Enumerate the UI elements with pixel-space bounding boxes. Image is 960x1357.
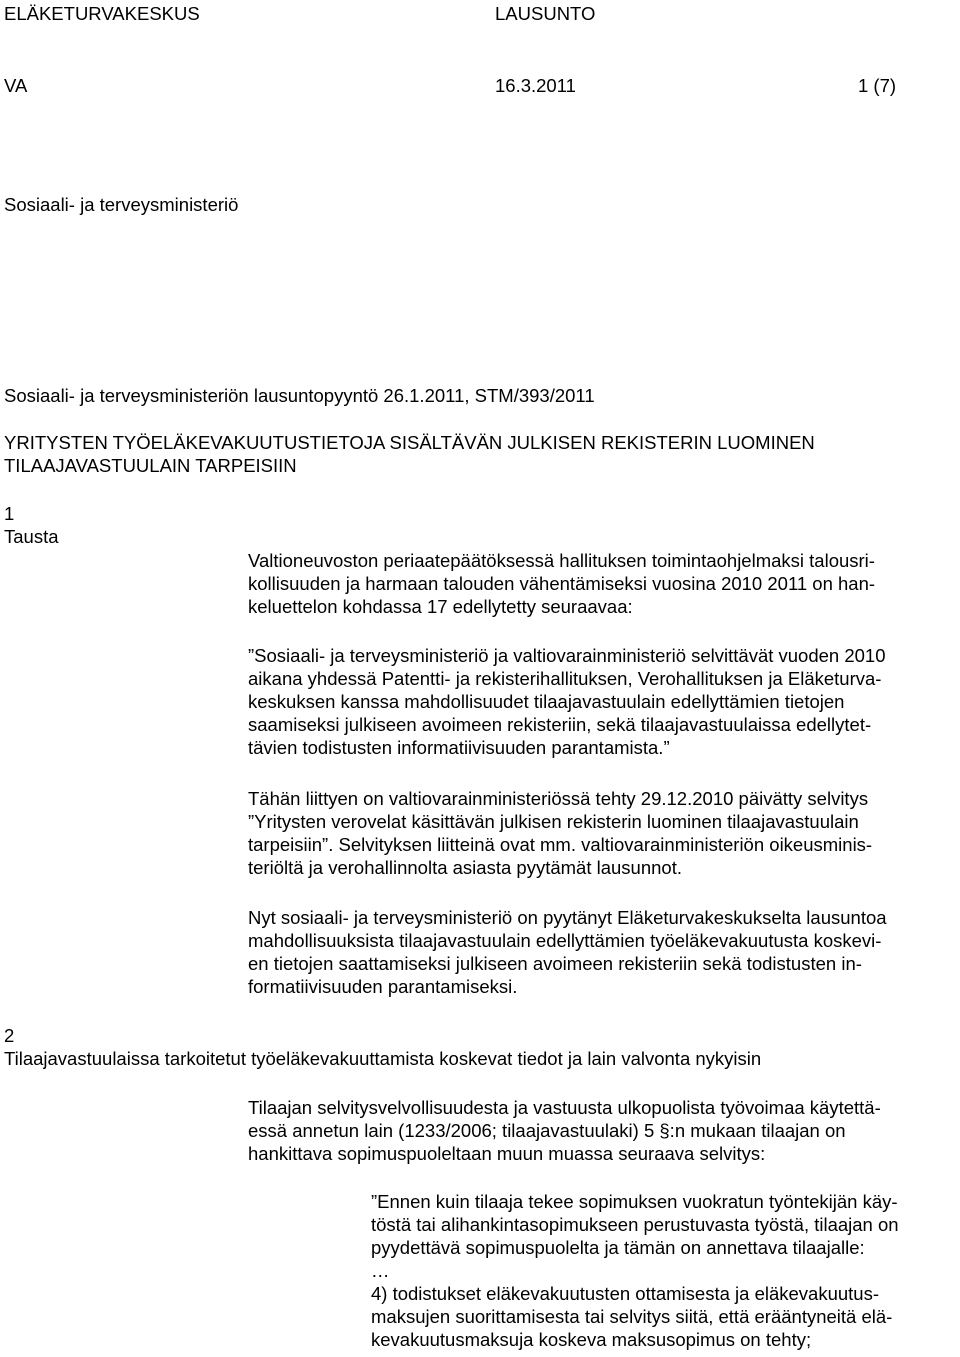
title-line: TILAAJAVASTUULAIN TARPEISIIN [4, 455, 297, 476]
text-line: keluettelon kohdassa 17 edellytetty seuraavaa: [248, 596, 633, 617]
document-type: LAUSUNTO [495, 3, 596, 24]
text-line: Nyt sosiaali- ja terveysministeriö on pyytänyt Eläketurvakeskukselta lausuntoa [248, 907, 887, 928]
text-line: Valtioneuvoston periaatepäätöksessä hallituksen toimintaohjelmaksi talousri- [248, 550, 875, 571]
section-paragraph [248, 549, 875, 618]
text-line: 4) todistukset eläkevakuutusten ottamisesta ja eläkevakuutus- [371, 1283, 880, 1304]
text-line: mahdollisuuksista tilaajavastuulain edellyttämien työeläkevakuutusta koskevi- [248, 930, 882, 951]
text-line: ”Ennen kuin tilaaja tekee sopimuksen vuokratun työntekijän käy- [371, 1191, 898, 1212]
text-line: maksujen suorittamisesta tai selvitys siitä, että erääntyneitä elä- [371, 1306, 893, 1327]
text-line: kevakuutusmaksuja koskeva maksusopimus on tehty; [371, 1329, 812, 1350]
document-title [4, 431, 815, 477]
text-line: Tähän liittyen on valtiovarainministeriössä tehty 29.12.2010 päivätty selvitys [248, 788, 869, 809]
section-heading: Tilaajavastuulaissa tarkoitetut työeläkevakuuttamista koskevat tiedot ja lain valvonta nykyisin [4, 1048, 762, 1069]
section-heading: Tausta [4, 526, 59, 547]
text-line: essä annetun lain (1233/2006; tilaajavastuulaki) 5 §:n mukaan tilaajan on [248, 1120, 846, 1141]
reference-line: Sosiaali- ja terveysministeriön lausuntopyyntö 26.1.2011, STM/393/2011 [4, 385, 595, 406]
text-line: aikana yhdessä Patentti- ja rekisterihallituksen, Verohallituksen ja Eläketurva- [248, 668, 882, 689]
law-quote [371, 1190, 899, 1351]
text-line: keskuksen kanssa mahdollisuudet tilaajavastuulain edellyttämien tietojen [248, 691, 845, 712]
unit-code: VA [4, 75, 28, 96]
section-paragraph [248, 906, 887, 998]
text-line: saamiseksi julkiseen avoimeen rekisteriin, sekä tilaajavastuulaissa edellytet- [248, 714, 872, 735]
text-line: formatiivisuuden parantamiseksi. [248, 976, 518, 997]
text-line: hankittava sopimuspuoleltaan muun muassa seuraava selvitys: [248, 1143, 766, 1164]
text-line: tarpeisiin”. Selvityksen liitteinä ovat mm. valtiovarainministeriön oikeusminis- [248, 834, 873, 855]
text-line: Tilaajan selvitysvelvollisuudesta ja vastuusta ulkopuolista työvoimaa käytettä- [248, 1097, 881, 1118]
text-line: kollisuuden ja harmaan talouden vähentämiseksi vuosina 2010 2011 on han- [248, 573, 876, 594]
section-paragraph [248, 787, 872, 879]
page-number: 1 (7) [858, 75, 897, 96]
text-line: ”Sosiaali- ja terveysministeriö ja valtiovarainministeriö selvittävät vuoden 2010 [248, 645, 886, 666]
text-line: en tietojen saattamiseksi julkiseen avoimeen rekisteriin sekä todistusten in- [248, 953, 862, 974]
section-number: 2 [4, 1025, 15, 1046]
section-number: 1 [4, 503, 15, 524]
text-line: töstä tai alihankintasopimukseen perustuvasta työstä, tilaajan on [371, 1214, 899, 1235]
text-line: pyydettävä sopimuspuolelta ja tämän on annettava tilaajalle: [371, 1237, 865, 1258]
recipient: Sosiaali- ja terveysministeriö [4, 194, 239, 215]
section-paragraph [248, 1096, 881, 1165]
text-line: ”Yritysten verovelat käsittävän julkisen rekisterin luominen tilaajavastuulain [248, 811, 859, 832]
text-line: teriöltä ja verohallinnolta asiasta pyytämät lausunnot. [248, 857, 682, 878]
document-date: 16.3.2011 [495, 75, 576, 96]
quoted-paragraph [248, 644, 886, 759]
text-line: tävien todistusten informatiivisuuden parantamista.” [248, 737, 670, 758]
title-line: YRITYSTEN TYÖELÄKEVAKUUTUSTIETOJA SISÄLTÄVÄN JULKISEN REKISTERIN LUOMINEN [4, 432, 815, 453]
organization-name: ELÄKETURVAKESKUS [4, 3, 200, 24]
text-line: … [371, 1260, 390, 1281]
